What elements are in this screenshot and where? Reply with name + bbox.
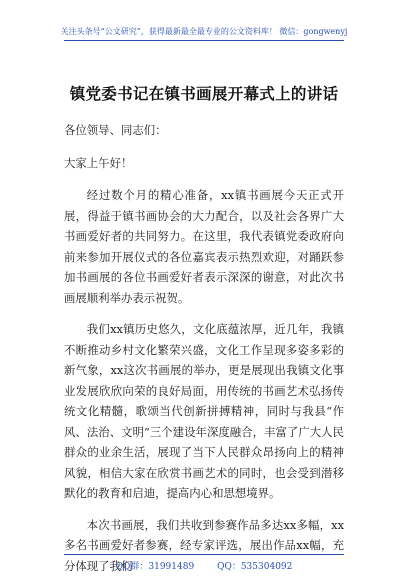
footer-qq-group: QQ群：31991489 (115, 562, 195, 572)
document-title: 镇党委书记在镇书画展开幕式上的讲话 (69, 84, 339, 103)
greeting: 大家上午好！ (64, 155, 133, 170)
header-note: 关注头条号“公文研究”，获得最新最全最专业的公文资料库！ 微信：gongwenyj (60, 27, 348, 36)
salutation: 各位领导、同志们： (64, 123, 167, 137)
footer-divider (64, 554, 344, 555)
header-divider (64, 40, 344, 41)
footer (0, 559, 408, 572)
paragraph-3: 本次书画展，我们共收到参赛作品多达xx多幅，xx多名书画爱好者参赛，经专家评选，展出作品xx幅，充分体现了我们 (64, 517, 344, 573)
footer-qq: QQ：535304092 (217, 562, 293, 572)
paragraph-2: 我们xx镇历史悠久，文化底蕴浓厚，近几年，我镇不断推动乡村文化繁荣兴盛，文化工作呈现多姿多彩的新气象，xx这次书画展的举办，更是展现出我镇文化事业发展欣欣向荣的良好局面，用传统的书画艺术弘扬传统文化精髓，歌颂当代创新拼搏精神，同时与我县“作风、法治、文明”三个建设年深度融合，丰富了广大人民群众的业余生活，展现了当下人民群众昂扬向上的精神风貌，相信大家在欣赏书画艺术的同时，也会受到潜移默化的教育和启迪，提高内心和思想境界。 (64, 322, 344, 500)
paragraph-1: 经过数个月的精心准备，xx镇书画展今天正式开展，得益于镇书画协会的大力配合，以及社会各界广大书画爱好者的共同努力。在这里，我代表镇党委政府向前来参加开展仪式的各位嘉宾表示热烈欢迎，对踊跃参加书画展的各位书画爱好者表示深深的谢意，对此次书画展顺利举办表示祝贺。 (64, 188, 344, 305)
document-body (64, 120, 344, 587)
